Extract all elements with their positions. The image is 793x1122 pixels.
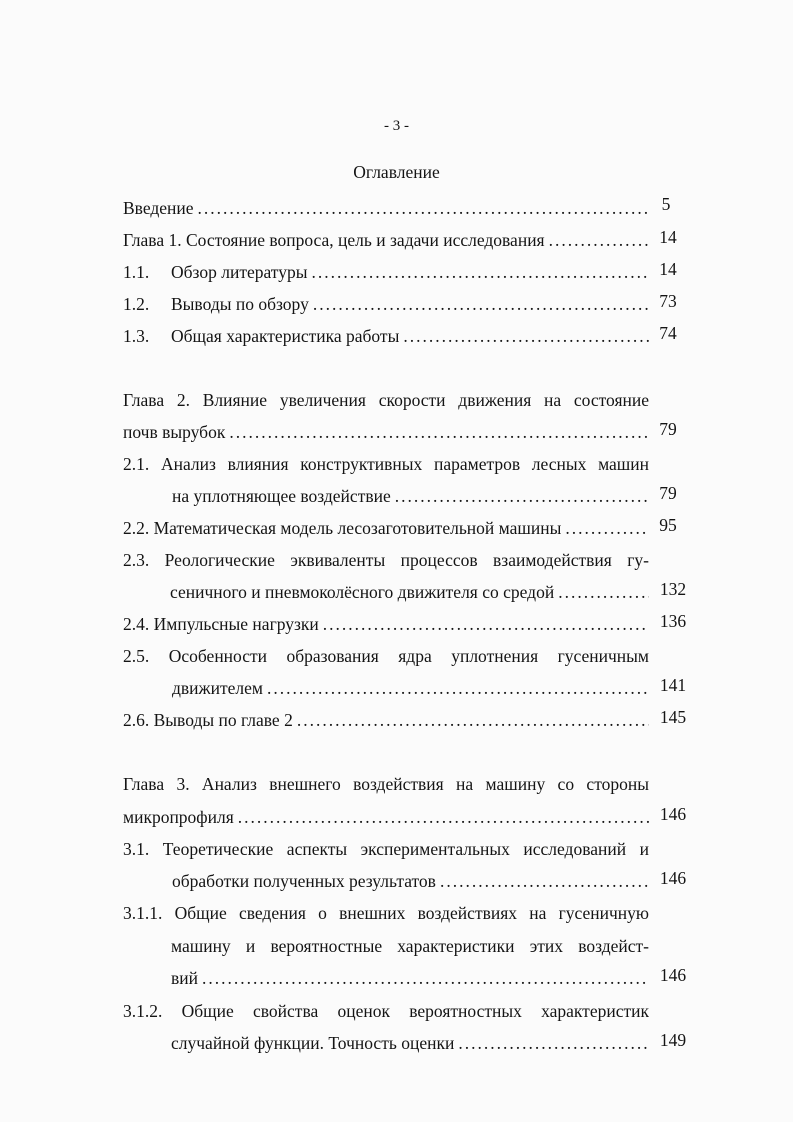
toc-entry-label: 2.2. Математическая модель лесозаготовительной машины [123,518,562,538]
toc-entry-chapter-3-cont[interactable] [123,806,649,828]
toc-entry-label: Общая характеристика работы [171,326,400,346]
toc-entry-3-1-1-cont2[interactable] [171,967,649,989]
toc-entry-chapter-2-cont[interactable] [123,421,649,443]
toc-entry-label: 3.1.1. Общие сведения о внешних воздействиях на гусеничную [123,903,649,923]
toc-entry-label: обработки полученных результатов [172,871,436,891]
toc-entry-label: Глава 1. Состояние вопроса, цель и задачи исследования [123,230,545,250]
toc-entry-3-1[interactable] [123,838,649,860]
dot-leader [311,261,649,283]
toc-page-number: 136 [659,611,687,631]
toc-entry-label: 3.1.2. Общие свойства оценок вероятностных характеристик [123,1001,649,1021]
dot-leader [395,485,649,507]
toc-page-number: 146 [659,965,687,985]
toc-page-number: 74 [659,323,677,343]
toc-entry-chapter-1[interactable] [123,229,649,251]
toc-entry-2-5-cont[interactable] [172,677,649,699]
toc-entry-2-2[interactable] [123,517,649,539]
toc-entry-label: 3.1. Теоретические аспекты экспериментальных исследований и [123,839,649,859]
toc-page-number: 14 [659,259,677,279]
toc-entry-3-1-2-cont[interactable] [171,1032,649,1054]
toc-entry-label: почв вырубок [123,422,226,442]
dot-leader [198,197,649,219]
toc-page-number: 146 [659,868,687,888]
dot-leader [440,870,649,892]
toc-entry-2-3-cont[interactable] [170,581,649,603]
toc-entry-1-1[interactable] [123,261,649,283]
toc-page-number: 5 [661,194,671,214]
toc-entry-number: 1.2. [123,294,150,314]
toc-entry-label: Выводы по обзору [171,294,309,314]
toc-page-number: 73 [659,291,677,311]
toc-page-number: 14 [659,227,677,247]
toc-page-number: 79 [659,419,677,439]
toc-entry-number: 1.3. [123,326,150,346]
toc-entry-label: 2.1. Анализ влияния конструктивных параметров лесных машин [123,454,649,474]
toc-entry-label: Введение [123,198,194,218]
toc-entry-1-2[interactable] [123,293,649,315]
toc-entry-3-1-1-cont[interactable] [171,935,649,957]
toc-entry-label: Глава 2. Влияние увеличения скорости движения на состояние [123,390,649,410]
toc-page-number: 149 [659,1030,687,1050]
dot-leader [403,325,649,347]
dot-leader [313,293,649,315]
toc-entry-2-5[interactable] [123,645,649,667]
toc-entry-chapter-2[interactable] [123,389,649,411]
dot-leader [238,806,649,828]
toc-entry-3-1-cont[interactable] [172,870,649,892]
toc-entry-3-1-1[interactable] [123,902,649,924]
toc-entry-label: движителем [172,678,263,698]
toc-entry-2-3[interactable] [123,549,649,571]
toc-entry-label: на уплотняющее воздействие [172,486,391,506]
toc-entry-label: вий [171,968,198,988]
toc-entry-label: микропрофиля [123,807,234,827]
dot-leader [267,677,649,699]
toc-entry-2-1[interactable] [123,453,649,475]
toc-page-number: 145 [659,707,687,727]
toc-entry-chapter-3[interactable] [123,773,649,795]
dot-leader [202,967,649,989]
toc-page-number: 132 [659,579,687,599]
toc-page-number: 141 [659,675,687,695]
page-number: - 3 - [384,118,409,134]
toc-entry-intro[interactable] [123,197,649,219]
dot-leader [558,581,649,603]
toc-entry-2-6[interactable] [123,709,649,731]
toc-entry-label: 2.3. Реологические эквиваленты процессов взаимодействия гу- [123,550,649,570]
toc-entry-label: 2.5. Особенности образования ядра уплотнения гусеничным [123,646,649,666]
toc-entry-label: Обзор литературы [171,262,308,282]
toc-entry-label: сеничного и пневмоколёсного движителя со средой [170,582,555,602]
dot-leader [323,613,649,635]
toc-page-number: 95 [659,515,677,535]
toc-title: Оглавление [353,162,440,182]
toc-entry-3-1-2[interactable] [123,1000,649,1022]
toc-entry-2-4[interactable] [123,613,649,635]
toc-entry-number: 1.1. [123,262,150,282]
dot-leader [229,421,649,443]
toc-page-number: 146 [659,804,687,824]
toc-entry-label: случайной функции. Точность оценки [171,1033,455,1053]
toc-entry-2-1-cont[interactable] [172,485,649,507]
toc-entry-label: Глава 3. Анализ внешнего воздействия на машину со стороны [123,774,649,794]
dot-leader [297,709,649,731]
toc-entry-1-3[interactable] [123,325,649,347]
toc-page-number: 79 [659,483,677,503]
toc-entry-label: 2.4. Импульсные нагрузки [123,614,319,634]
toc-entry-label: 2.6. Выводы по главе 2 [123,710,293,730]
toc-entry-label: машину и вероятностные характеристики этих воздейст- [171,936,649,956]
dot-leader [458,1032,649,1054]
